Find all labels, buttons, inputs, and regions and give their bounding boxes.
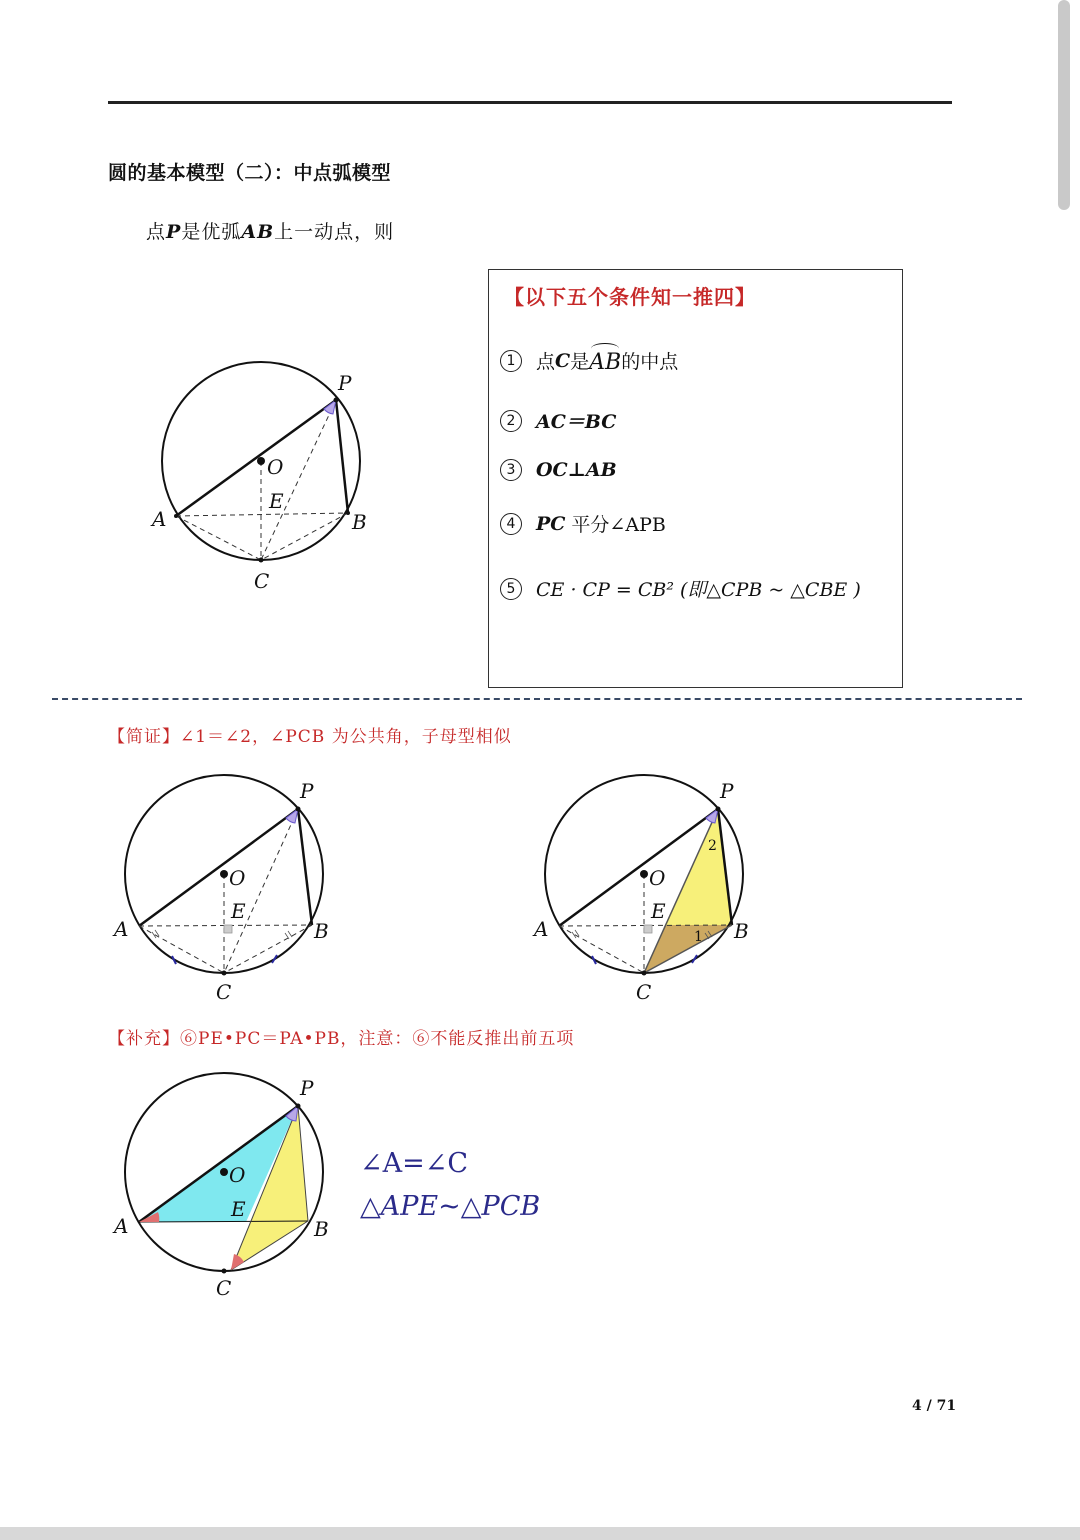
formula-angle-equality: ∠A=∠C xyxy=(360,1148,469,1179)
label-angle-1: 1 xyxy=(694,929,703,945)
label-a: A xyxy=(114,917,129,941)
header-rule xyxy=(108,101,952,104)
condition-4-var: PC xyxy=(536,512,566,535)
intro-p: P xyxy=(166,221,182,243)
chord-bc xyxy=(261,513,348,560)
proof-diagram-left xyxy=(100,770,360,1010)
proof-diagram-right xyxy=(520,770,780,1010)
chord-ap xyxy=(139,809,298,926)
center-dot xyxy=(220,870,228,878)
label-c: C xyxy=(216,1276,232,1300)
label-o: O xyxy=(229,1163,246,1187)
formula-similar-triangles: △APE~△PCB xyxy=(360,1191,541,1222)
point-p xyxy=(296,807,301,812)
condition-5-number: 5 xyxy=(500,578,522,600)
intro-post: 上一动点，则 xyxy=(274,221,395,243)
label-p: P xyxy=(300,1076,314,1100)
condition-4-number: 4 xyxy=(500,513,522,535)
chord-bc xyxy=(224,925,312,973)
condition-5-text: CE · CP = CB² (即△CPB ~ △CBE ) xyxy=(536,579,861,601)
label-o: O xyxy=(267,455,284,479)
condition-1-post: 的中点 xyxy=(621,351,679,373)
right-angle-mark xyxy=(644,925,652,933)
chord-pc xyxy=(224,809,298,973)
label-p: P xyxy=(300,779,314,803)
point-a xyxy=(174,514,178,518)
chord-ab xyxy=(176,513,348,516)
point-c xyxy=(642,971,647,976)
label-a: A xyxy=(152,507,167,531)
label-c: C xyxy=(254,569,270,593)
label-b: B xyxy=(314,919,329,943)
condition-1-pre: 点 xyxy=(536,351,556,373)
condition-2-number: 2 xyxy=(500,410,522,432)
label-e: E xyxy=(269,489,284,513)
similar-triangles-diagram xyxy=(100,1066,360,1306)
condition-1-number: 1 xyxy=(500,350,522,372)
condition-1-arc: AB xyxy=(589,346,621,375)
label-b: B xyxy=(352,510,367,534)
label-c: C xyxy=(216,980,232,1004)
chord-ac xyxy=(559,926,644,973)
condition-1-var: C xyxy=(555,349,571,372)
condition-2 xyxy=(500,407,616,434)
label-e: E xyxy=(231,899,246,923)
chord-ac xyxy=(176,516,261,560)
label-e: E xyxy=(651,899,666,923)
intro-pre: 点 xyxy=(146,221,167,243)
condition-4 xyxy=(500,510,666,537)
page-number: 4 / 71 xyxy=(912,1398,957,1414)
chord-ac xyxy=(139,926,224,973)
condition-3-number: 3 xyxy=(500,459,522,481)
box-title: 【以下五个条件知一推四】 xyxy=(504,285,756,309)
main-diagram xyxy=(130,360,390,600)
condition-4-post: 平分∠APB xyxy=(571,514,666,536)
scrollbar-thumb[interactable] xyxy=(1058,0,1070,210)
proof-note: 【简证】∠1＝∠2，∠PCB 为公共角，子母型相似 xyxy=(108,727,512,747)
section-divider xyxy=(52,698,1022,700)
condition-1 xyxy=(500,346,678,375)
center-dot xyxy=(640,870,648,878)
point-p xyxy=(334,398,339,403)
condition-2-text: AC＝BC xyxy=(536,411,617,433)
point-c xyxy=(259,558,264,563)
chord-pb xyxy=(336,400,348,513)
label-a: A xyxy=(534,917,549,941)
triangle-pbe xyxy=(665,809,732,925)
point-b xyxy=(346,511,350,515)
condition-3 xyxy=(500,459,617,481)
page-title: 圆的基本模型（二）：中点弧模型 xyxy=(108,162,392,184)
intro-ab: AB xyxy=(241,221,275,243)
point-p xyxy=(296,1104,301,1109)
condition-5 xyxy=(500,575,861,602)
label-b: B xyxy=(734,919,749,943)
label-p: P xyxy=(338,371,352,395)
point-c xyxy=(222,1269,227,1274)
label-o: O xyxy=(229,866,246,890)
intro-text xyxy=(146,217,394,244)
bottom-bar xyxy=(0,1527,1080,1540)
label-angle-2: 2 xyxy=(708,838,717,854)
center-dot xyxy=(257,457,265,465)
chord-ap xyxy=(176,400,336,516)
point-p xyxy=(716,807,721,812)
label-e: E xyxy=(231,1197,246,1221)
condition-3-text: OC⊥AB xyxy=(536,459,617,481)
label-c: C xyxy=(636,980,652,1004)
condition-1-mid: 是 xyxy=(570,351,590,373)
label-b: B xyxy=(314,1217,329,1241)
label-o: O xyxy=(649,866,666,890)
center-dot xyxy=(220,1168,228,1176)
right-angle-mark xyxy=(224,925,232,933)
label-p: P xyxy=(720,779,734,803)
point-c xyxy=(222,971,227,976)
intro-mid: 是优弧 xyxy=(181,221,242,243)
label-a: A xyxy=(114,1214,129,1238)
supplement-note: 【补充】⑥PE•PC＝PA•PB，注意：⑥不能反推出前五项 xyxy=(108,1029,575,1049)
